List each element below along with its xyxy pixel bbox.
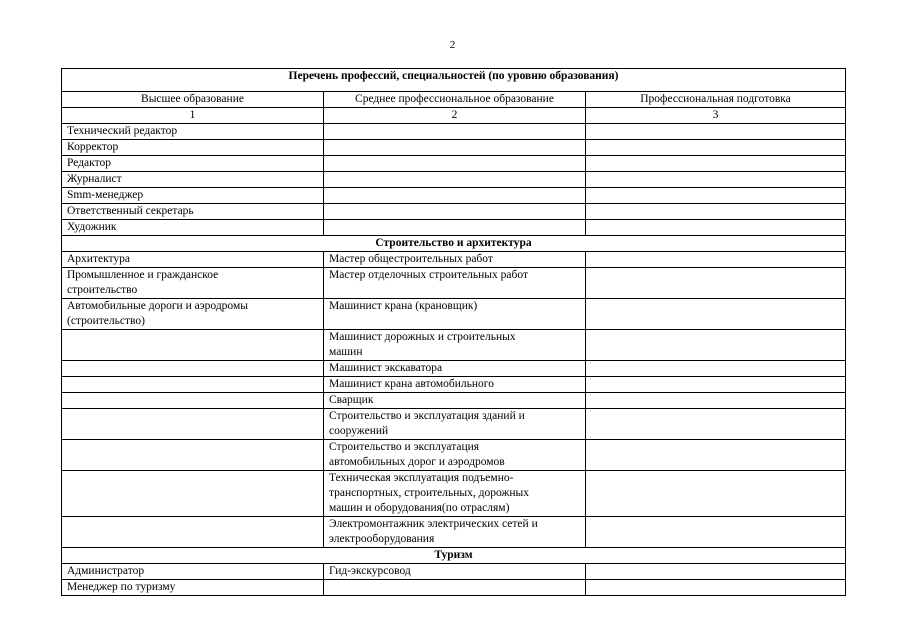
table-row (62, 471, 846, 517)
table-row (62, 140, 846, 156)
table-cell: Строительство и эксплуатация автомобильных дорог и аэродромов (324, 440, 586, 471)
table-cell (586, 377, 846, 393)
table-cell (62, 440, 324, 471)
table-cell: Промышленное и гражданское строительство (62, 268, 324, 299)
table-row (62, 268, 846, 299)
table-cell (62, 409, 324, 440)
table-cell: Технический редактор (62, 124, 324, 140)
table-cell (324, 188, 586, 204)
header-vocational-training: Профессиональная подготовка (586, 92, 846, 108)
header-higher-education: Высшее образование (62, 92, 324, 108)
table-row (62, 409, 846, 440)
table-cell: Электромонтажник электрических сетей и электрооборудования (324, 517, 586, 548)
table-cell (586, 268, 846, 299)
table-cell (586, 564, 846, 580)
table-row (62, 299, 846, 330)
table-cell (586, 252, 846, 268)
table-title: Перечень профессий, специальностей (по уровню образования) (62, 69, 846, 92)
table-cell (586, 299, 846, 330)
table-cell (324, 124, 586, 140)
column-number: 1 (62, 108, 324, 124)
table-row (62, 440, 846, 471)
table-cell: Журналист (62, 172, 324, 188)
table-row (62, 517, 846, 548)
table-cell (586, 188, 846, 204)
table-cell (62, 471, 324, 517)
table-title-row (62, 69, 846, 92)
table-cell (324, 204, 586, 220)
table-cell (62, 377, 324, 393)
header-row (62, 92, 846, 108)
section-title: Туризм (62, 548, 846, 564)
table-cell (586, 124, 846, 140)
table-cell (324, 172, 586, 188)
table-cell: Ответственный секретарь (62, 204, 324, 220)
table-cell (324, 140, 586, 156)
table-row (62, 330, 846, 361)
table-cell (586, 330, 846, 361)
header-secondary-vocational: Среднее профессиональное образование (324, 92, 586, 108)
table-row (62, 393, 846, 409)
column-number-row (62, 108, 846, 124)
table-row (62, 124, 846, 140)
table-cell (62, 393, 324, 409)
table-cell: Художник (62, 220, 324, 236)
section-row (62, 548, 846, 564)
table-cell: Мастер отделочных строительных работ (324, 268, 586, 299)
table-cell (586, 204, 846, 220)
table-cell: Администратор (62, 564, 324, 580)
table-cell (62, 517, 324, 548)
section-title: Строительство и архитектура (62, 236, 846, 252)
table-row (62, 204, 846, 220)
table-cell: Автомобильные дороги и аэродромы (строительство) (62, 299, 324, 330)
table-cell (324, 156, 586, 172)
table-cell (324, 220, 586, 236)
table-cell: Сварщик (324, 393, 586, 409)
table-row (62, 564, 846, 580)
table-row (62, 377, 846, 393)
table-row (62, 252, 846, 268)
table-cell (586, 156, 846, 172)
table-cell (586, 471, 846, 517)
table-cell (62, 330, 324, 361)
table-cell: Smm-менеджер (62, 188, 324, 204)
table-cell (62, 361, 324, 377)
table-cell: Строительство и эксплуатация зданий и сооружений (324, 409, 586, 440)
table-cell: Машинист крана автомобильного (324, 377, 586, 393)
professions-table (61, 68, 846, 596)
table-cell: Архитектура (62, 252, 324, 268)
table-cell: Техническая эксплуатация подъемно- транспортных, строительных, дорожных машин и оборудования(по отраслям) (324, 471, 586, 517)
table-cell: Машинист дорожных и строительных машин (324, 330, 586, 361)
column-number: 3 (586, 108, 846, 124)
table-cell: Машинист экскаватора (324, 361, 586, 377)
table-cell: Мастер общестроительных работ (324, 252, 586, 268)
table-cell (586, 440, 846, 471)
table-cell (586, 172, 846, 188)
table-cell (586, 140, 846, 156)
table-cell (324, 580, 586, 596)
page-number: 2 (449, 39, 456, 51)
table-cell (586, 393, 846, 409)
table-cell: Гид-экскурсовод (324, 564, 586, 580)
table-cell: Редактор (62, 156, 324, 172)
table-cell: Машинист крана (крановщик) (324, 299, 586, 330)
table-cell (586, 580, 846, 596)
table-cell (586, 517, 846, 548)
table-cell: Корректор (62, 140, 324, 156)
table-row (62, 220, 846, 236)
column-number: 2 (324, 108, 586, 124)
table-row (62, 361, 846, 377)
table-cell: Менеджер по туризму (62, 580, 324, 596)
table-row (62, 172, 846, 188)
table-row (62, 156, 846, 172)
table-cell (586, 220, 846, 236)
table-row (62, 188, 846, 204)
section-row (62, 236, 846, 252)
table-cell (586, 409, 846, 440)
table-cell (586, 361, 846, 377)
table-row (62, 580, 846, 596)
